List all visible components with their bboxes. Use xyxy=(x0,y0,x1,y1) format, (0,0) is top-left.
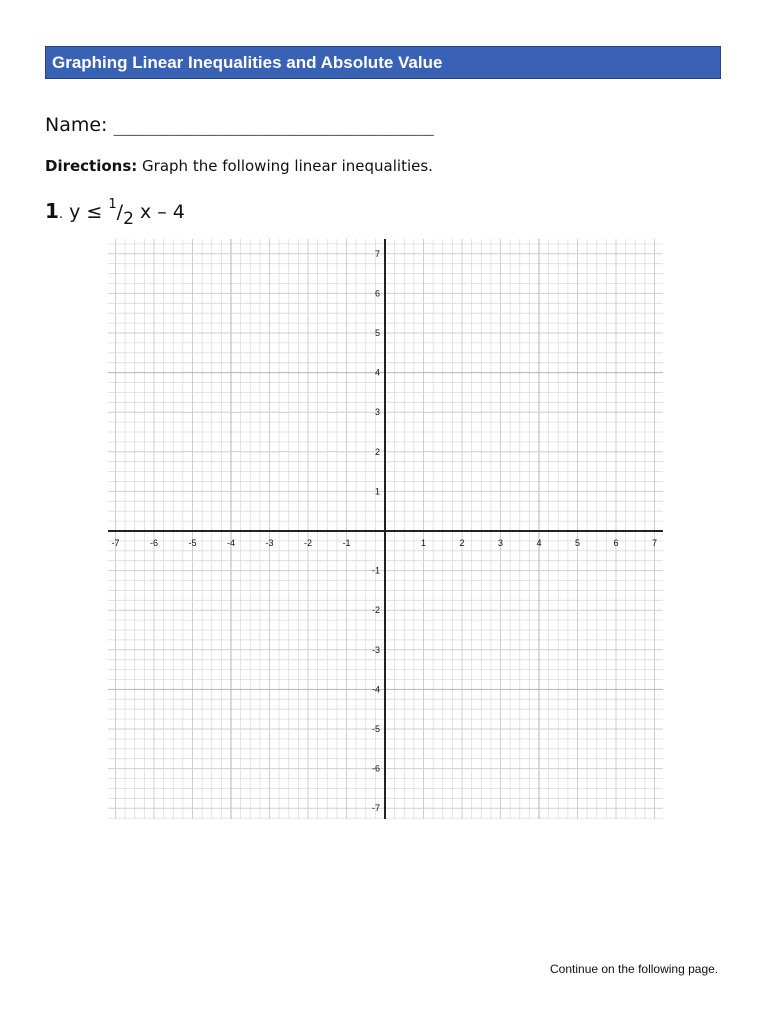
x-tick-label: 2 xyxy=(459,538,465,548)
problem-separator: . xyxy=(58,207,64,222)
name-label: Name: xyxy=(45,114,108,136)
fraction-slash: / xyxy=(116,201,124,223)
problem-number: 1 xyxy=(45,199,59,223)
directions-text: Graph the following linear inequalities. xyxy=(137,157,433,175)
y-tick-label: 7 xyxy=(374,248,380,259)
y-tick-label: -6 xyxy=(371,763,380,774)
y-tick-label: 1 xyxy=(374,486,380,497)
y-tick-label: -2 xyxy=(371,605,380,616)
footer-note: Continue on the following page. xyxy=(550,962,719,976)
coordinate-grid-svg[interactable] xyxy=(100,236,670,826)
directions-label: Directions: xyxy=(45,157,138,175)
x-tick-label: -4 xyxy=(226,538,236,548)
x-tick-label: -7 xyxy=(111,538,120,548)
directions xyxy=(45,157,433,175)
y-tick-label: -1 xyxy=(371,565,380,576)
fraction-numerator: 1 xyxy=(108,197,117,212)
y-tick-label: 3 xyxy=(374,407,380,418)
y-tick-label: -7 xyxy=(371,803,380,814)
x-tick-label: -2 xyxy=(303,538,313,548)
x-tick-label: -5 xyxy=(188,538,197,548)
inequality-lhs: y ≤ xyxy=(69,201,103,223)
x-tick-label: 6 xyxy=(613,538,619,548)
y-tick-label: -5 xyxy=(371,724,380,734)
y-tick-label: -4 xyxy=(371,684,380,695)
y-tick-label: 2 xyxy=(374,446,380,457)
y-tick-label: 5 xyxy=(374,328,380,338)
name-row xyxy=(45,114,434,136)
x-tick-label: 5 xyxy=(574,538,581,548)
x-tick-label: -3 xyxy=(265,538,274,548)
x-tick-label: 7 xyxy=(651,538,658,548)
x-tick-label: 3 xyxy=(497,538,504,548)
inequality-rhs: x – 4 xyxy=(139,201,185,223)
y-tick-label: 4 xyxy=(374,367,380,378)
y-tick-label: 6 xyxy=(374,288,380,299)
x-tick-label: 1 xyxy=(420,538,427,548)
x-tick-label: -1 xyxy=(342,538,351,548)
coordinate-grid[interactable] xyxy=(100,236,670,826)
fraction-denominator: 2 xyxy=(123,209,134,229)
x-tick-label: 4 xyxy=(536,538,542,548)
problem-1 xyxy=(45,188,185,236)
y-tick-label: -3 xyxy=(371,644,380,655)
worksheet-title: Graphing Linear Inequalities and Absolute Value xyxy=(45,46,721,79)
x-tick-label: -6 xyxy=(149,538,159,548)
name-blank-line[interactable]: ____________________________ xyxy=(113,114,434,136)
